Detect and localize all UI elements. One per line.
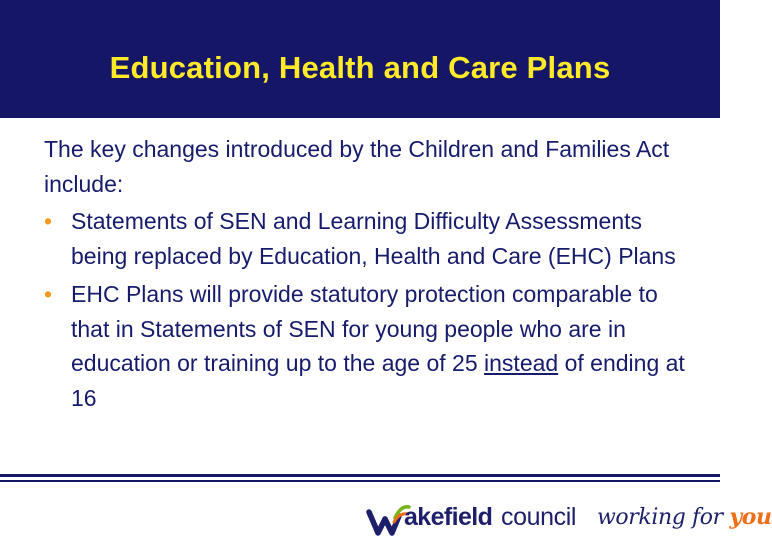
bullet-text-before: EHC Plans will provide statutory protection comparable to that in Statements of SEN for young people who are in education or training up to the age of 25 [71, 281, 658, 376]
bullet-icon: • [44, 281, 53, 307]
bullet-text-after: of ending at 16 [71, 350, 685, 411]
bullet-icon: • [44, 208, 53, 234]
tagline-accent: you [729, 504, 772, 530]
footer-divider [0, 480, 720, 482]
slide-body [44, 132, 694, 419]
bullet-text: Statements of SEN and Learning Difficulty Assessments being replaced by Education, Health and Care (EHC) Plans [71, 208, 676, 269]
bullet-item [44, 204, 694, 273]
title-bar [0, 0, 720, 118]
logo-tagline [597, 500, 772, 535]
slide-title: Education, Health and Care Plans [109, 50, 611, 85]
tagline-main: working for [597, 505, 730, 530]
bullet-item [44, 277, 694, 415]
bullet-text [71, 281, 685, 411]
footer-divider [0, 474, 720, 477]
bullet-list [44, 204, 694, 415]
intro-text: The key changes introduced by the Children and Families Act include: [44, 136, 670, 197]
emphasis-underlined: instead [484, 350, 559, 376]
logo-council-text: council [501, 503, 577, 531]
logo-wordmark: akefield [404, 503, 493, 531]
